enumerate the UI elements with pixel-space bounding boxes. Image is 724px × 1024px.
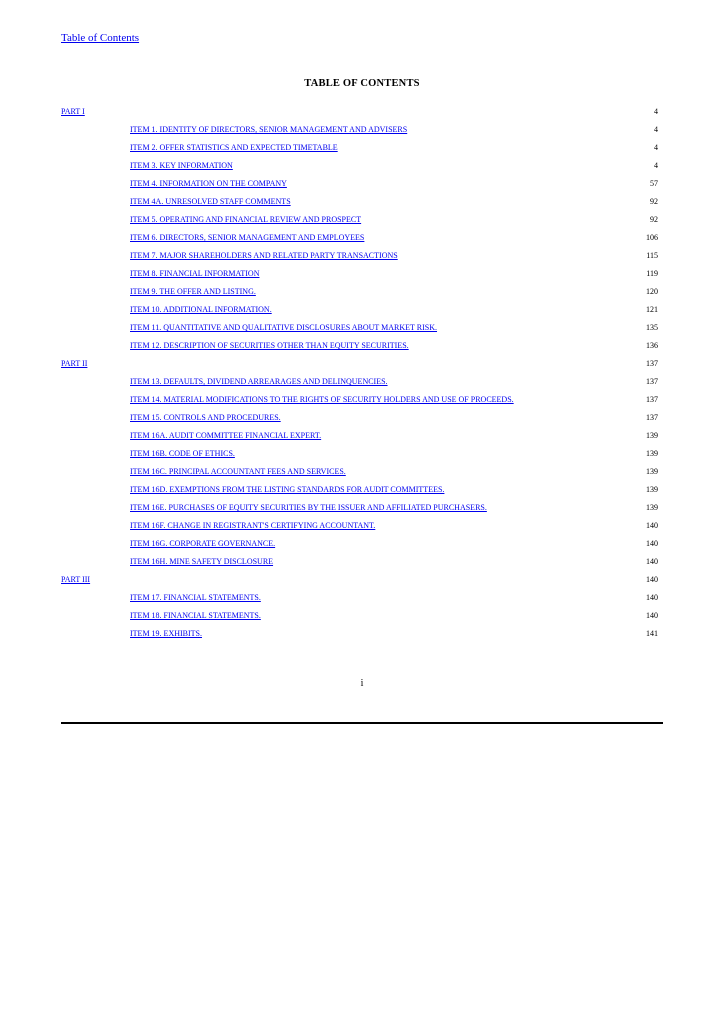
toc-item-row (61, 175, 658, 193)
toc-item-link[interactable]: ITEM 8. FINANCIAL INFORMATION (130, 269, 260, 278)
toc-item-row (61, 535, 658, 553)
toc-item-row (61, 481, 658, 499)
toc-item-row (61, 211, 658, 229)
toc-item-link[interactable]: ITEM 16H. MINE SAFETY DISCLOSURE (130, 557, 274, 566)
toc-page-number: 139 (646, 431, 658, 440)
toc-item-link[interactable]: ITEM 13. DEFAULTS, DIVIDEND ARREARAGES AND DELINQUENCIES. (130, 377, 388, 386)
toc-item-link[interactable]: ITEM 3. KEY INFORMATION (130, 161, 233, 170)
toc-item-link[interactable]: ITEM 14. MATERIAL MODIFICATIONS TO THE RIGHTS OF SECURITY HOLDERS AND USE OF PROCEEDS. (130, 395, 514, 404)
toc-page-number: 121 (646, 305, 658, 314)
toc-item-row (61, 409, 658, 427)
toc-page-number: 137 (646, 359, 658, 368)
toc-list (61, 103, 658, 643)
toc-part-row (61, 571, 658, 589)
toc-item-row (61, 607, 658, 625)
toc-page-number: 140 (646, 557, 658, 566)
toc-page-number: 4 (654, 107, 658, 116)
toc-item-link[interactable]: ITEM 10. ADDITIONAL INFORMATION. (130, 305, 272, 314)
toc-item-row (61, 625, 658, 643)
toc-page-number: 57 (650, 179, 658, 188)
toc-item-link[interactable]: ITEM 1. IDENTITY OF DIRECTORS, SENIOR MANAGEMENT AND ADVISERS (130, 125, 408, 134)
toc-item-link[interactable]: ITEM 11. QUANTITATIVE AND QUALITATIVE DISCLOSURES ABOUT MARKET RISK. (130, 323, 438, 332)
toc-page-number: 141 (646, 629, 658, 638)
toc-page-number: 140 (646, 611, 658, 620)
toc-item-row (61, 229, 658, 247)
toc-page-number: 4 (654, 143, 658, 152)
toc-item-link[interactable]: ITEM 15. CONTROLS AND PROCEDURES. (130, 413, 281, 422)
toc-page-number: 135 (646, 323, 658, 332)
toc-part-link[interactable]: PART II (61, 359, 88, 368)
toc-page-number: 92 (650, 215, 658, 224)
toc-page-number: 4 (654, 125, 658, 134)
toc-item-link[interactable]: ITEM 16C. PRINCIPAL ACCOUNTANT FEES AND SERVICES. (130, 467, 346, 476)
toc-item-link[interactable]: ITEM 16A. AUDIT COMMITTEE FINANCIAL EXPERT. (130, 431, 322, 440)
toc-item-link[interactable]: ITEM 17. FINANCIAL STATEMENTS. (130, 593, 261, 602)
toc-item-link[interactable]: ITEM 16D. EXEMPTIONS FROM THE LISTING STANDARDS FOR AUDIT COMMITTEES. (130, 485, 445, 494)
toc-page-number: 139 (646, 485, 658, 494)
toc-item-row (61, 553, 658, 571)
toc-item-row (61, 139, 658, 157)
toc-page-number: 139 (646, 503, 658, 512)
toc-item-row (61, 499, 658, 517)
toc-item-row (61, 445, 658, 463)
page-divider (61, 722, 663, 724)
toc-page-number: 137 (646, 395, 658, 404)
toc-item-row (61, 283, 658, 301)
footer-page-number: i (360, 678, 364, 689)
toc-item-link[interactable]: ITEM 19. EXHIBITS. (130, 629, 202, 638)
toc-page-number: 140 (646, 521, 658, 530)
toc-item-row (61, 121, 658, 139)
toc-item-link[interactable]: ITEM 7. MAJOR SHAREHOLDERS AND RELATED PARTY TRANSACTIONS (130, 251, 398, 260)
toc-page-number: 92 (650, 197, 658, 206)
toc-part-row (61, 103, 658, 121)
toc-page-number: 137 (646, 377, 658, 386)
toc-page-number: 140 (646, 539, 658, 548)
toc-item-row (61, 157, 658, 175)
toc-item-link[interactable]: ITEM 9. THE OFFER AND LISTING. (130, 287, 256, 296)
toc-page-number: 106 (646, 233, 658, 242)
toc-item-row (61, 247, 658, 265)
toc-page-number: 136 (646, 341, 658, 350)
toc-item-row (61, 337, 658, 355)
toc-item-row (61, 301, 658, 319)
toc-item-row (61, 589, 658, 607)
toc-page-number: 137 (646, 413, 658, 422)
toc-item-row (61, 391, 658, 409)
toc-item-link[interactable]: ITEM 16G. CORPORATE GOVERNANCE. (130, 539, 276, 548)
toc-item-link[interactable]: ITEM 18. FINANCIAL STATEMENTS. (130, 611, 261, 620)
toc-item-link[interactable]: ITEM 5. OPERATING AND FINANCIAL REVIEW AND PROSPECT (130, 215, 362, 224)
toc-page-number: 115 (646, 251, 658, 260)
toc-page-number: 119 (646, 269, 658, 278)
toc-item-link[interactable]: ITEM 2. OFFER STATISTICS AND EXPECTED TIMETABLE (130, 143, 338, 152)
toc-page-number: 139 (646, 449, 658, 458)
toc-title: TABLE OF CONTENTS (304, 78, 420, 89)
toc-page-number: 4 (654, 161, 658, 170)
toc-item-link[interactable]: ITEM 16E. PURCHASES OF EQUITY SECURITIES BY THE ISSUER AND AFFILIATED PURCHASERS. (130, 503, 487, 512)
toc-item-row (61, 373, 658, 391)
toc-item-row (61, 319, 658, 337)
toc-page-number: 140 (646, 593, 658, 602)
toc-item-row (61, 193, 658, 211)
toc-item-link[interactable]: ITEM 4. INFORMATION ON THE COMPANY (130, 179, 287, 188)
toc-part-link[interactable]: PART I (61, 107, 85, 116)
toc-page-number: 140 (646, 575, 658, 584)
toc-item-row (61, 517, 658, 535)
toc-item-row (61, 427, 658, 445)
toc-item-link[interactable]: ITEM 12. DESCRIPTION OF SECURITIES OTHER THAN EQUITY SECURITIES. (130, 341, 409, 350)
toc-part-link[interactable]: PART III (61, 575, 91, 584)
toc-page-number: 120 (646, 287, 658, 296)
toc-item-row (61, 463, 658, 481)
toc-item-link[interactable]: ITEM 16F. CHANGE IN REGISTRANT'S CERTIFYING ACCOUNTANT. (130, 521, 376, 530)
toc-item-row (61, 265, 658, 283)
table-of-contents-link[interactable]: Table of Contents (61, 32, 140, 44)
toc-item-link[interactable]: ITEM 6. DIRECTORS, SENIOR MANAGEMENT AND EMPLOYEES (130, 233, 365, 242)
toc-item-link[interactable]: ITEM 16B. CODE OF ETHICS. (130, 449, 235, 458)
toc-page-number: 139 (646, 467, 658, 476)
toc-item-link[interactable]: ITEM 4A. UNRESOLVED STAFF COMMENTS (130, 197, 291, 206)
toc-part-row (61, 355, 658, 373)
